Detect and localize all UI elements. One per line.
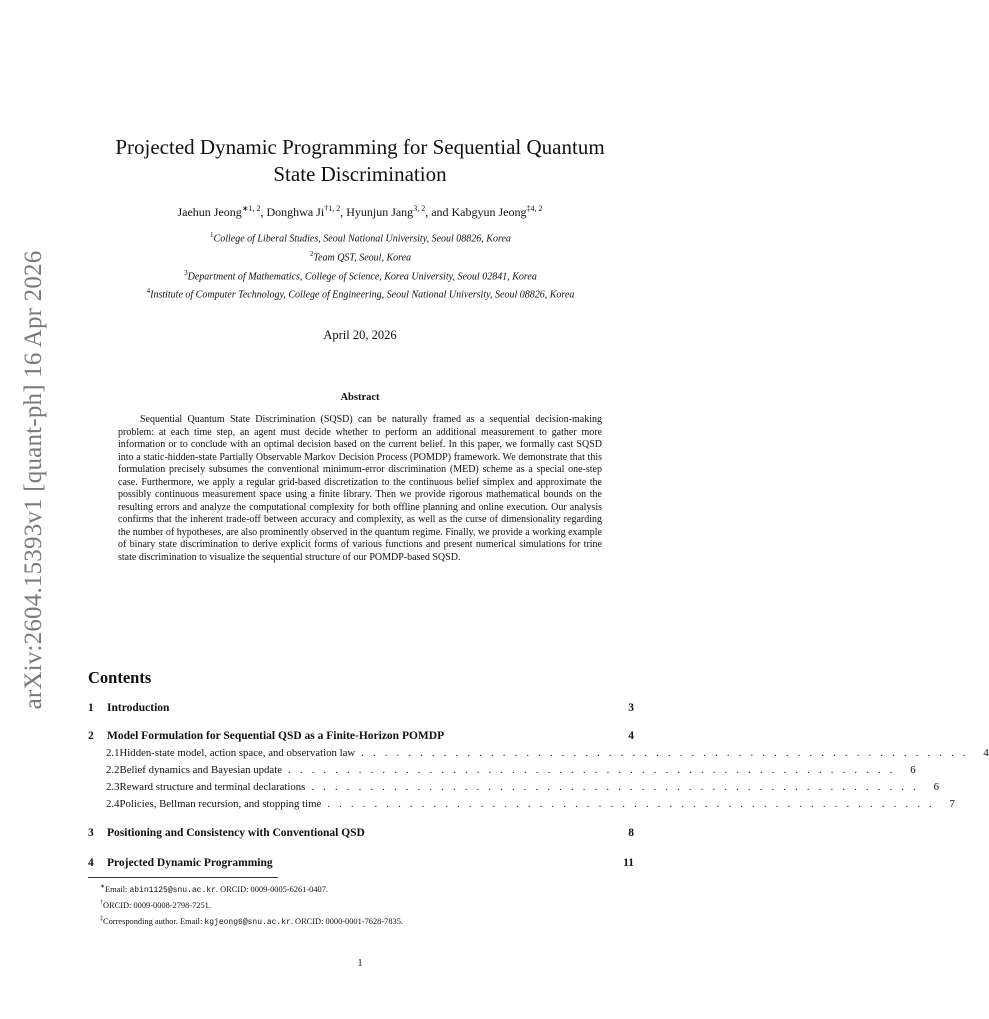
toc-leader-dots: . . . . . . . . . . . . . . . . . . . . . . . . . . . . . . . . . . . . . . . . . . . . . . . . . . . . bbox=[327, 798, 935, 810]
toc-entry-positioning[interactable]: 3 Positioning and Consistency with Conventional QSD 8 bbox=[88, 827, 634, 839]
footnote: †ORCID: 0009-0008-2798-7251. bbox=[100, 900, 211, 911]
toc-entry-belief-dynamics[interactable]: 2.2 Belief dynamics and Bayesian update . . . . . . . . . . . . . . . . . . . . . . . . . . . . . . . . . . . . . . . . . . . . . . . . . . . . 6 bbox=[106, 764, 916, 776]
abstract-text: Sequential Quantum State Discrimination (SQSD) can be naturally framed as a sequential decision-making problem: at each time step, an agent must decide whether to perform an additional measurement to gather more information or to conclude with an optimal decision based on the current belief. In this paper, we formally cast SQSD into a static-hidden-state Partially Observable Markov Decision Process (POMDP) framework. We demonstrate that this formulation precisely subsumes the conventional minimum-error discrimination (MED) scheme as a special one-step case. Furthermore, we apply a regular grid-based discretization to the continuous belief simplex and approximate the possibly continuous measurement space using a finite library. Then we provide rigorous mathematical bounds on the resulting errors and analyze the computational complexity for both offline planning and online execution. Our analysis confirms that the inherent trade-off between accuracy and complexity, as well as the curse of dimensionality regarding the number of hypotheses, are also prominently observed in the quantum regime. Finally, we provide a working example of binary state discrimination to derive explicit forms of various functions and present numerical simulations for trine state discrimination to visualize the sequential structure of our POMDP-based SQSD. bbox=[118, 414, 602, 563]
footnote: ∗Email: abin1125@snu.ac.kr. ORCID: 0009-0005-6261-0407. bbox=[100, 884, 329, 895]
affiliations bbox=[90, 228, 631, 303]
footnote-rule bbox=[88, 877, 278, 878]
toc-leader-dots: . . . . . . . . . . . . . . . . . . . . . . . . . . . . . . . . . . . . . . . . . . . . . . . . . . . . bbox=[311, 781, 919, 793]
affiliation: $^1$College of Liberal Studies, Seoul National University, Seoul 08826, Korea bbox=[210, 231, 511, 245]
footnotes bbox=[100, 881, 620, 929]
page-number: 1 bbox=[357, 958, 363, 969]
arxiv-stamp-text: arXiv:2604.15393v1 [quant-ph] 16 Apr 2026 bbox=[20, 250, 47, 710]
affiliation: $^2$Team QST, Seoul, Korea bbox=[309, 249, 412, 264]
abstract-heading: Abstract bbox=[340, 392, 380, 403]
author: Hyunjun Jang$^{3, 2}$, and bbox=[346, 204, 452, 219]
toc-entry-reward-structure[interactable]: 2.3 Reward structure and terminal declarations . . . . . . . . . . . . . . . . . . . . . . . . . . . . . . . . . . . . . . . . . . . . . . . . . . . . 6 bbox=[106, 781, 939, 793]
contents-heading: Contents bbox=[88, 668, 152, 687]
paper-title: Projected Dynamic Programming for Sequential Quantum State Discrimination bbox=[115, 135, 605, 186]
publication-date: April 20, 2026 bbox=[323, 328, 397, 342]
toc-leader-dots: . . . . . . . . . . . . . . . . . . . . . . . . . . . . . . . . . . . . . . . . . . . . . . . . . . . . bbox=[361, 747, 969, 759]
toc-entry-policies-bellman[interactable]: 2.4 Policies, Bellman recursion, and stopping time . . . . . . . . . . . . . . . . . . . . . . . . . . . . . . . . . . . . . . . . . . . . . . . . . . . . 7 bbox=[106, 798, 955, 810]
toc-entry-hidden-state-model[interactable]: 2.1 Hidden-state model, action space, and observation law . . . . . . . . . . . . . . . . . . . . . . . . . . . . . . . . . . . . . . . . . . . . . . . . . . . . 4 bbox=[106, 747, 989, 759]
author: Kabgyun Jeong$^{\ddagger 4, 2}$ bbox=[451, 204, 543, 219]
toc-entry-introduction[interactable]: 1 Introduction 3 bbox=[88, 702, 634, 714]
toc-entry-model-formulation[interactable]: 2 Model Formulation for Sequential QSD as a Finite-Horizon POMDP 4 bbox=[88, 730, 634, 742]
footnote: ‡Corresponding author. Email: kgjeong6@snu.ac.kr. ORCID: 0000-0001-7628-7835. bbox=[100, 915, 403, 927]
author-list bbox=[80, 204, 640, 220]
toc-leader-dots: . . . . . . . . . . . . . . . . . . . . . . . . . . . . . . . . . . . . . . . . . . . . . . . . . . . . bbox=[288, 764, 896, 776]
author: Jaehun Jeong$^{∗1, 2}$, bbox=[177, 204, 267, 219]
affiliation: $^4$Institute of Computer Technology, College of Engineering, Seoul National University, Seoul 08826, Korea bbox=[146, 287, 575, 301]
email-link[interactable]: abin1125@snu.ac.kr bbox=[129, 885, 216, 895]
email-link[interactable]: kgjeong6@snu.ac.kr bbox=[204, 917, 291, 927]
toc-entry-projected-dp[interactable]: 4 Projected Dynamic Programming 11 bbox=[88, 857, 634, 869]
author: Donghwa Ji$^{\dagger 1, 2}$, bbox=[266, 204, 347, 219]
affiliation: $^3$Department of Mathematics, College of Science, Korea University, Seoul 02841, Korea bbox=[184, 268, 537, 282]
